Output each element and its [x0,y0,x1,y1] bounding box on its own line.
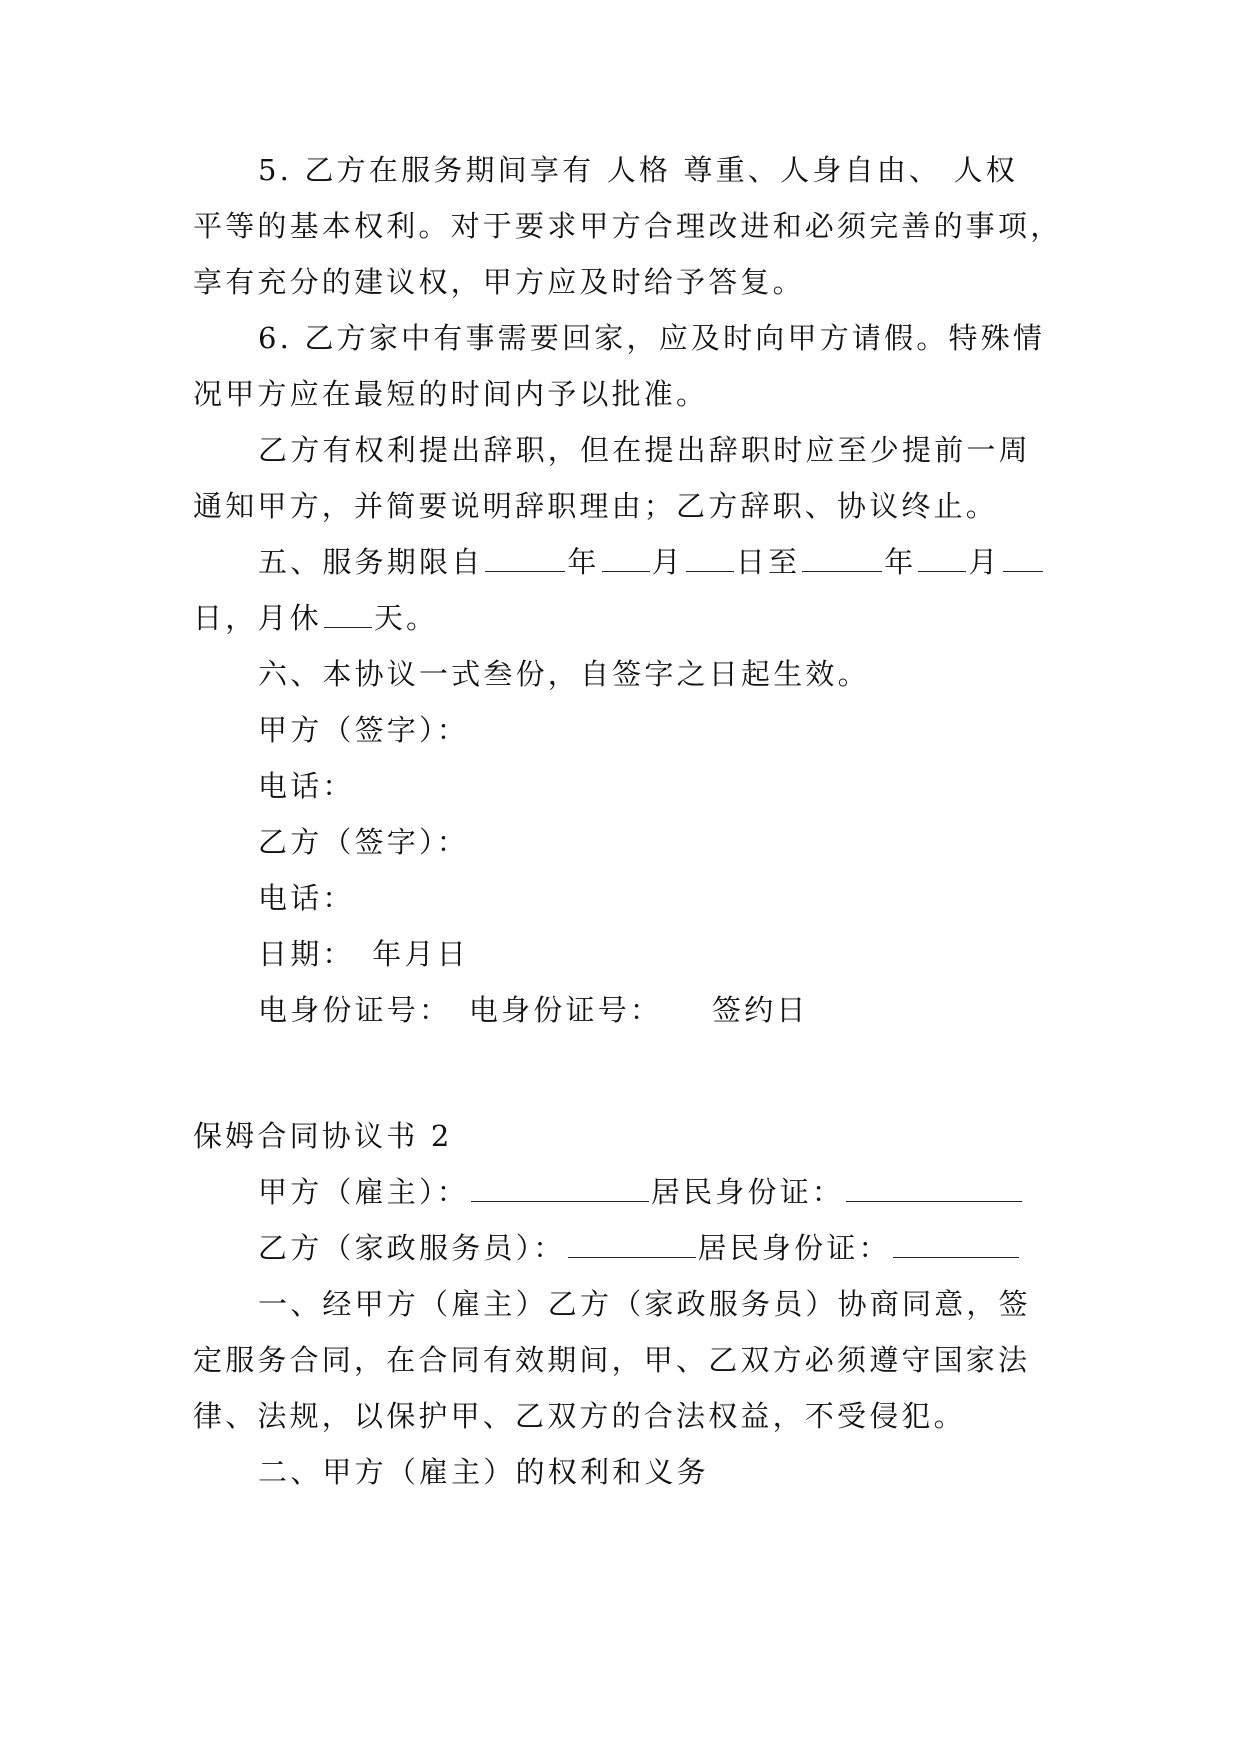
term-month-2: 月 [968,545,1001,579]
party-b-phone: 电话： [258,881,355,915]
employer-label: 甲方（雇主）： [258,1175,469,1209]
clause-1-line-3: 律、法规，以保护甲、乙双方的合法权益，不受侵犯。 [193,1399,966,1433]
para-5-line-3: 享有充分的建议权，甲方应及时给予答复。 [193,265,805,299]
party-a-signature: 甲方（签字）： [258,713,469,747]
contract-2-title: 保姆合同协议书 2 [193,1119,453,1153]
resign-line-2: 通知甲方，并简要说明辞职理由；乙方辞职、协议终止。 [193,489,999,523]
para-5-line-2: 平等的基本权利。对于要求甲方合理改进和必须完善的事项， [193,209,1063,243]
worker-name-blank [568,1231,696,1258]
id-number-line: 电身份证号： 电身份证号： 签约日 [258,993,809,1027]
party-a-phone: 电话： [258,769,355,803]
term-day-rest-suffix: 天。 [373,601,439,635]
term-year-1: 年 [567,545,600,579]
employer-id-blank [846,1175,1022,1202]
term-label: 五、服务期限自 [258,545,484,579]
start-month-blank [602,545,650,572]
date-line: 日期： 年月日 [258,937,469,971]
term-line-2 [0,598,1241,638]
employer-id-label: 居民身份证： [650,1175,845,1209]
end-year-blank [802,545,882,572]
clause-2-heading: 二、甲方（雇主）的权利和义务 [258,1455,709,1489]
para-6-line-1: 6. 乙方家中有事需要回家，应及时向甲方请假。特殊情 [258,321,1046,355]
employer-name-blank [471,1175,649,1202]
term-day-1: 日至 [735,545,801,579]
resign-line-1: 乙方有权利提出辞职，但在提出辞职时应至少提前一周 [258,433,1031,467]
start-year-blank [485,545,565,572]
clause-1-line-2: 定服务合同，在合同有效期间，甲、乙双方必须遵守国家法 [193,1343,1031,1377]
copies-clause: 六、本协议一式叁份，自签字之日起生效。 [258,657,870,691]
employer-line [0,1172,1241,1212]
worker-id-blank [893,1231,1019,1258]
worker-line [0,1228,1241,1268]
term-year-2: 年 [884,545,917,579]
clause-1-line-1: 一、经甲方（雇主）乙方（家政服务员）协商同意，签 [258,1287,1031,1321]
para-5-line-1: 5. 乙方在服务期间享有 人格 尊重、人身自由、 人权 [258,153,1018,187]
para-6-line-2: 况甲方应在最短的时间内予以批准。 [193,377,709,411]
start-day-blank [686,545,734,572]
rest-days-blank [324,601,372,628]
end-day-blank [1003,545,1043,572]
term-month-1: 月 [651,545,684,579]
party-b-signature: 乙方（签字）： [258,825,469,859]
end-month-blank [918,545,966,572]
term-line-1 [0,542,1241,582]
term-day-rest-prefix: 日，月休 [193,601,322,635]
worker-id-label: 居民身份证： [697,1231,891,1265]
worker-label: 乙方（家政服务员）： [258,1231,566,1265]
